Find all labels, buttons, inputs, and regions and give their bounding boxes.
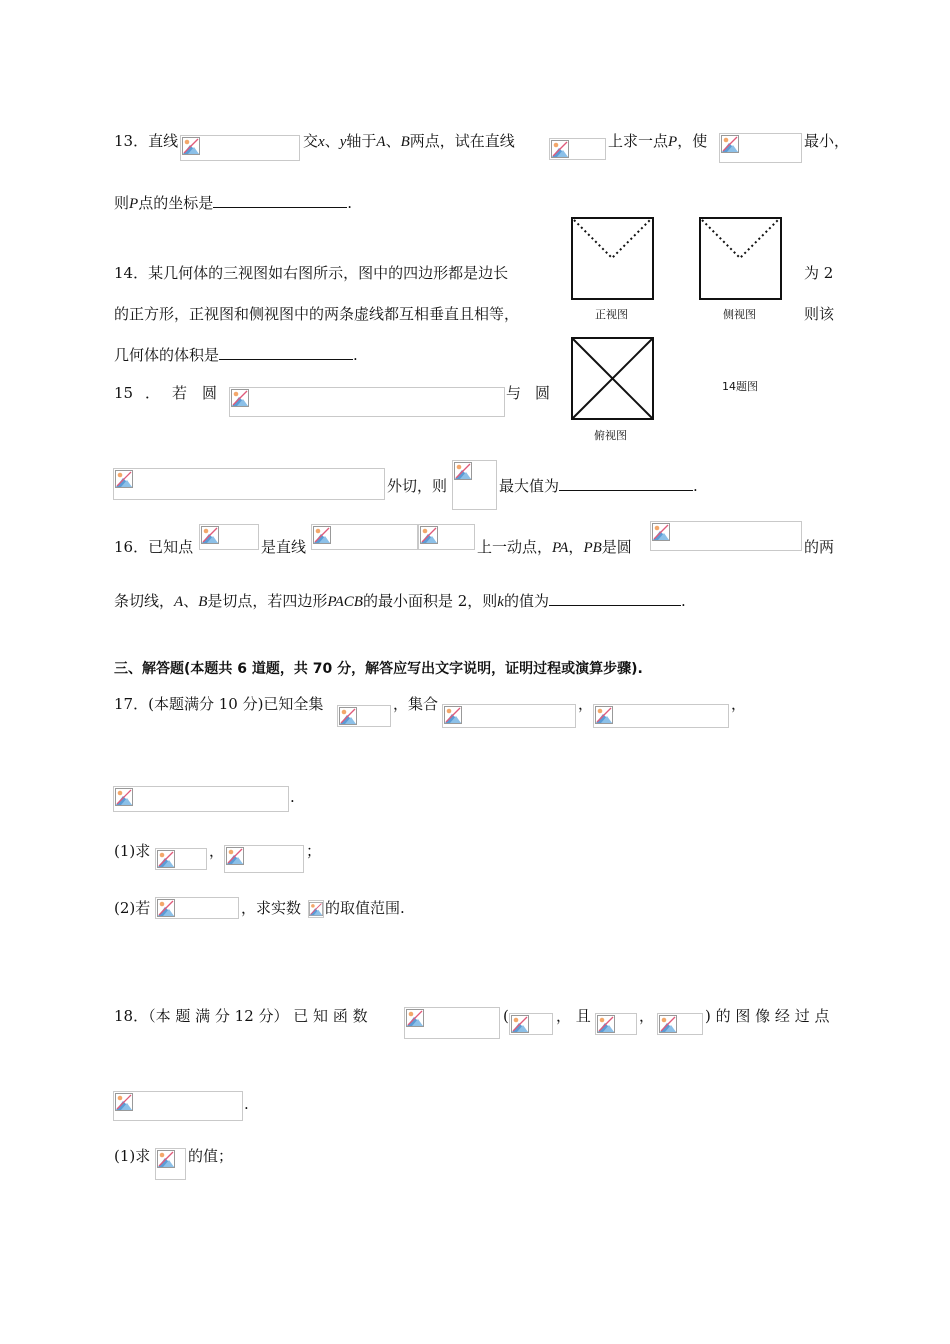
formula-image-line-eq [180, 135, 300, 161]
q16-text-two: 的两 [804, 538, 835, 556]
q13-line2: 则P点的坐标是 . [114, 194, 352, 212]
broken-image-icon [115, 1093, 133, 1111]
q13-text-minimum: 最小， [804, 132, 850, 150]
broken-image-icon [597, 1015, 615, 1033]
q16-text-moving-point: 上一动点，PA，PB是圆 [477, 538, 632, 556]
q17-text-set: ，集合 [393, 695, 439, 713]
q14-line2: 的正方形，正视图和侧视图中的两条虚线都互相垂直且相等， [114, 305, 520, 323]
q13-text-intersect: 交x、y轴于A、B两点，试在直线 [303, 132, 515, 150]
q17-text-lead: 17．(本题满分 10 分)已知全集 [114, 695, 324, 713]
broken-image-icon [652, 523, 670, 541]
q15-word-yuan: 圆 [202, 384, 218, 402]
q16-line2: 条切线，A、B是切点，若四边形PACB的最小面积是 2，则k的值为 . [114, 592, 686, 610]
formula-image-a-positive [509, 1013, 553, 1035]
q17-part2-text: ，求实数 [241, 899, 302, 917]
formula-image-condition [155, 897, 239, 919]
q15-text-tangent: 外切，则 [387, 477, 448, 495]
q15-text-max: 最大值为 . [499, 477, 698, 495]
broken-image-icon [406, 1009, 424, 1027]
side-view-caption: 侧视图 [723, 308, 756, 321]
side-view-figure [698, 216, 784, 300]
broken-image-icon [444, 706, 462, 724]
q14-line1: 14．某几何体的三视图如右图所示，图中的四边形都是边长 [114, 264, 509, 282]
broken-image-icon [551, 140, 569, 158]
broken-image-icon [721, 135, 739, 153]
formula-image-domain [657, 1013, 703, 1035]
broken-image-icon [420, 526, 438, 544]
q15-word-yuan-2: 圆 [535, 384, 551, 402]
q18-comma: ， [639, 1007, 655, 1025]
q17-part2-range: 的取值范围. [325, 899, 405, 917]
q16-text-line: 是直线 [261, 538, 307, 556]
q17-line2-period: . [290, 788, 295, 806]
q14-line3: 几何体的体积是 . [114, 346, 358, 364]
q18-text-and: ， 且 [556, 1007, 591, 1025]
broken-image-icon [313, 526, 331, 544]
formula-image-a-neq-1 [595, 1013, 637, 1035]
front-view-figure [570, 216, 656, 300]
formula-image-circle [650, 521, 802, 551]
broken-image-icon [511, 1015, 529, 1033]
q18-paren-open: ( [503, 1007, 509, 1025]
formula-image-circle-2 [113, 468, 385, 500]
formula-image-variable [308, 900, 324, 918]
q17-part2-lead: (2)若 [114, 899, 151, 917]
top-view-figure [570, 336, 656, 422]
answer-blank [559, 476, 693, 491]
formula-image-function [404, 1007, 500, 1039]
broken-image-icon [309, 902, 323, 916]
broken-image-icon [157, 850, 175, 868]
q16-text-lead: 16．已知点 [114, 538, 194, 556]
formula-image-min-expr [719, 133, 802, 163]
broken-image-icon [226, 847, 244, 865]
broken-image-icon [157, 899, 175, 917]
answer-blank [219, 345, 353, 360]
formula-image-point-p [199, 524, 259, 550]
formula-image-ab [452, 460, 497, 510]
q17-part1-semicolon: ； [306, 842, 322, 860]
formula-image-a [155, 1148, 186, 1180]
broken-image-icon [231, 389, 249, 407]
formula-image-circle-1 [229, 387, 505, 417]
q18-line2-period: . [244, 1095, 249, 1113]
figure-caption: 14题图 [722, 380, 758, 393]
q18-text-graph: ) 的 图 像 经 过 点 [705, 1007, 830, 1025]
broken-image-icon [201, 526, 219, 544]
broken-image-icon [115, 788, 133, 806]
q17-comma: ， [578, 695, 594, 713]
front-view-caption: 正视图 [595, 308, 628, 321]
q18-part1-value: 的值； [188, 1147, 234, 1165]
broken-image-icon [454, 462, 472, 480]
broken-image-icon [659, 1015, 677, 1033]
q15-word-yu: 与 [506, 384, 522, 402]
q17-part1-lead: (1)求 [114, 842, 151, 860]
formula-image-line-l [549, 138, 606, 160]
q15-number: 15 [114, 384, 134, 402]
formula-image-line-eq [311, 524, 418, 550]
formula-image-set-a [442, 704, 576, 728]
q14-line2-end: 则该 [804, 305, 835, 323]
broken-image-icon [339, 707, 357, 725]
q18-text-lead: 18．（本 题 满 分 12 分） 已 知 函 数 [114, 1007, 368, 1025]
broken-image-icon [182, 137, 200, 155]
formula-image-intersection [155, 848, 207, 870]
broken-image-icon [595, 706, 613, 724]
broken-image-icon [115, 470, 133, 488]
q15-word-ruo: 若 [172, 384, 188, 402]
formula-image-complement [224, 845, 304, 873]
q17-part1-comma: ， [209, 842, 225, 860]
formula-image-k-cond [418, 524, 475, 550]
formula-image-point [113, 1091, 243, 1121]
q18-part1-lead: (1)求 [114, 1147, 151, 1165]
answer-blank [549, 591, 681, 606]
formula-image-set-b [593, 704, 729, 728]
section-heading: 三、解答题(本题共 6 道题，共 70 分，解答应写出文字说明，证明过程或演算步骤). [114, 661, 643, 677]
answer-blank [213, 193, 347, 208]
formula-image-universal-set [337, 705, 391, 727]
top-view-caption: 俯视图 [594, 429, 627, 442]
q17-comma-2: ， [731, 695, 747, 713]
formula-image-set-c [113, 786, 289, 812]
q13-text-lead: 13．直线 [114, 132, 179, 150]
q13-text-find-point: 上求一点P，使 [608, 132, 708, 150]
q15-dot: ． [145, 384, 161, 402]
broken-image-icon [157, 1150, 175, 1168]
q14-line1-end: 为 2 [804, 264, 834, 282]
